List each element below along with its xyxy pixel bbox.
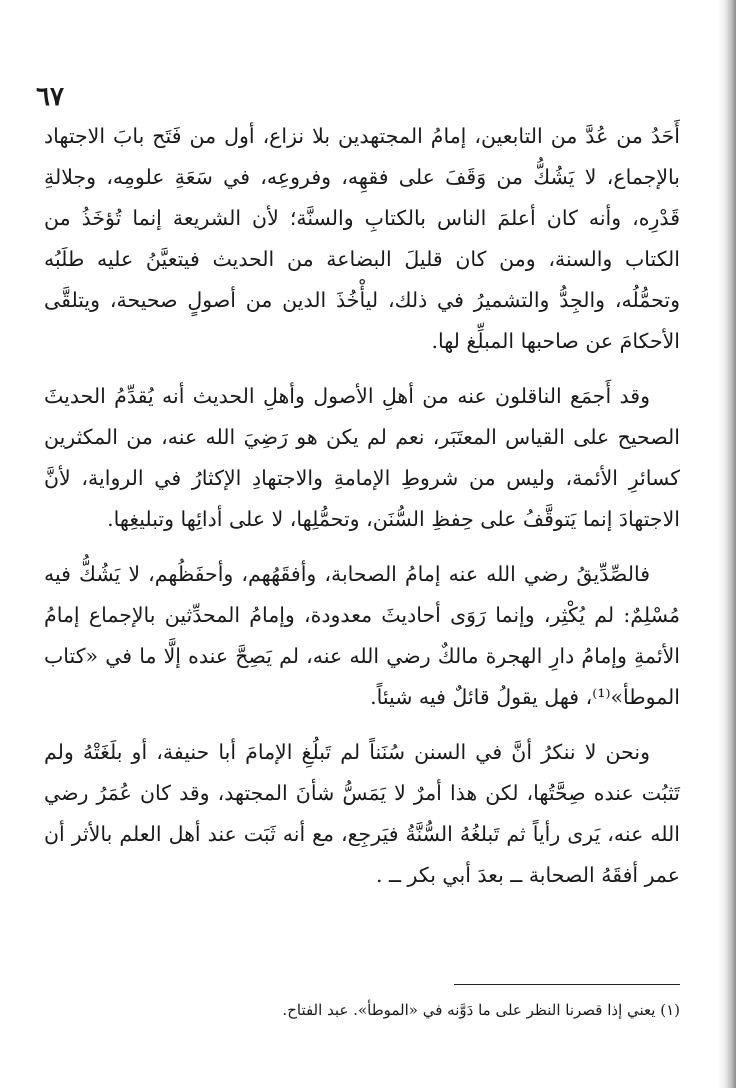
footnote: (١) يعني إذا قصرنا النظر على ما دَوَّنه في «الموطأ». عبد الفتاح. — [282, 1001, 680, 1019]
paragraph: أَحَدُ من عُدَّ من التابعين، إمامُ المجتهدين بلا نزاع، أول من فَتَح بابَ الاجتهاد بالإجماع، لا يَشُكُّ من وَقَفَ على فقهِه، وفروعِه، في سَعَةِ علومِه، وجلالةِ قَدْرِه، وأنه كان أعلمَ الناس بالكتابِ والسنَّة؛ لأن الشريعة إنما تُؤخَذُ من الكتاب والسنة، ومن كان قليلَ البضاعة من الحديث فيتعيَّنُ عليه طلَبُه وتحمُّلُه، والجِدُّ والتشميرُ في ذلك، ليأْخُذَ الدين من أصولٍ صحيحة، ويتلقَّى الأحكامَ عن صاحبها المبلِّغ لها. — [44, 124, 680, 353]
page-number: ٦٧ — [36, 82, 64, 112]
main-text — [44, 116, 680, 910]
paragraph: فالصِّدِّيقُ رضي الله عنه إمامُ الصحابة، وأفقَهُهم، وأحفَظُهم، لا يَشُكُّ فيه مُسْلِمٌ: لم يُكْثِر، وإنما رَوَى أحاديثَ معدودة، وإمامُ المحدِّثين بالإجماع إمامُ الأئمةِ وإمامُ دارِ الهجرة مالكٌ رضي الله عنه، لم يَصِحَّ عنده إلَّا ما في «كتاب الموطأ»⁽¹⁾، فهل يقولُ قائلٌ فيه شيئاً. — [44, 562, 680, 709]
footnote-divider — [454, 984, 680, 985]
paragraph: وقد أَجمَع الناقلون عنه من أهلِ الأصول وأهلِ الحديث أنه يُقدِّمُ الحديثَ الصحيح على القياس المعتَبَر، نعم لم يكن هو رَضِيَ الله عنه، من المكثرين كسائرِ الأئمة، وليس من شروطِ الإمامةِ والاجتهادِ الإكثارُ في الرواية، لأنَّ الاجتهادَ إنما يَتوقَّفُ على حِفظِ السُّنَن، وتحمُّلِها، لا على أدائِها وتبليغِها. — [44, 384, 680, 531]
page-edge-shadow — [718, 0, 736, 1088]
paragraph: ونحن لا ننكرُ أنَّ في السنن سُنَناً لم تَبلُغِ الإمامَ أبا حنيفة، أو بلَغَتْهُ ولم تَثبُت عنده صِحَّتُها، لكن هذا أمرٌ لا يَمَسُّ شأنَ المجتهد، وقد كان عُمَرُ رضي الله عنه، يَرى رأياً ثم تَبلغُهُ السُّنَّةُ فيَرجِع، مع أنه ثَبَت عند أهل العلم بالأثر أن عمر أفقَهُ الصحابة ــ بعدَ أبي بكر ــ . — [44, 740, 680, 887]
